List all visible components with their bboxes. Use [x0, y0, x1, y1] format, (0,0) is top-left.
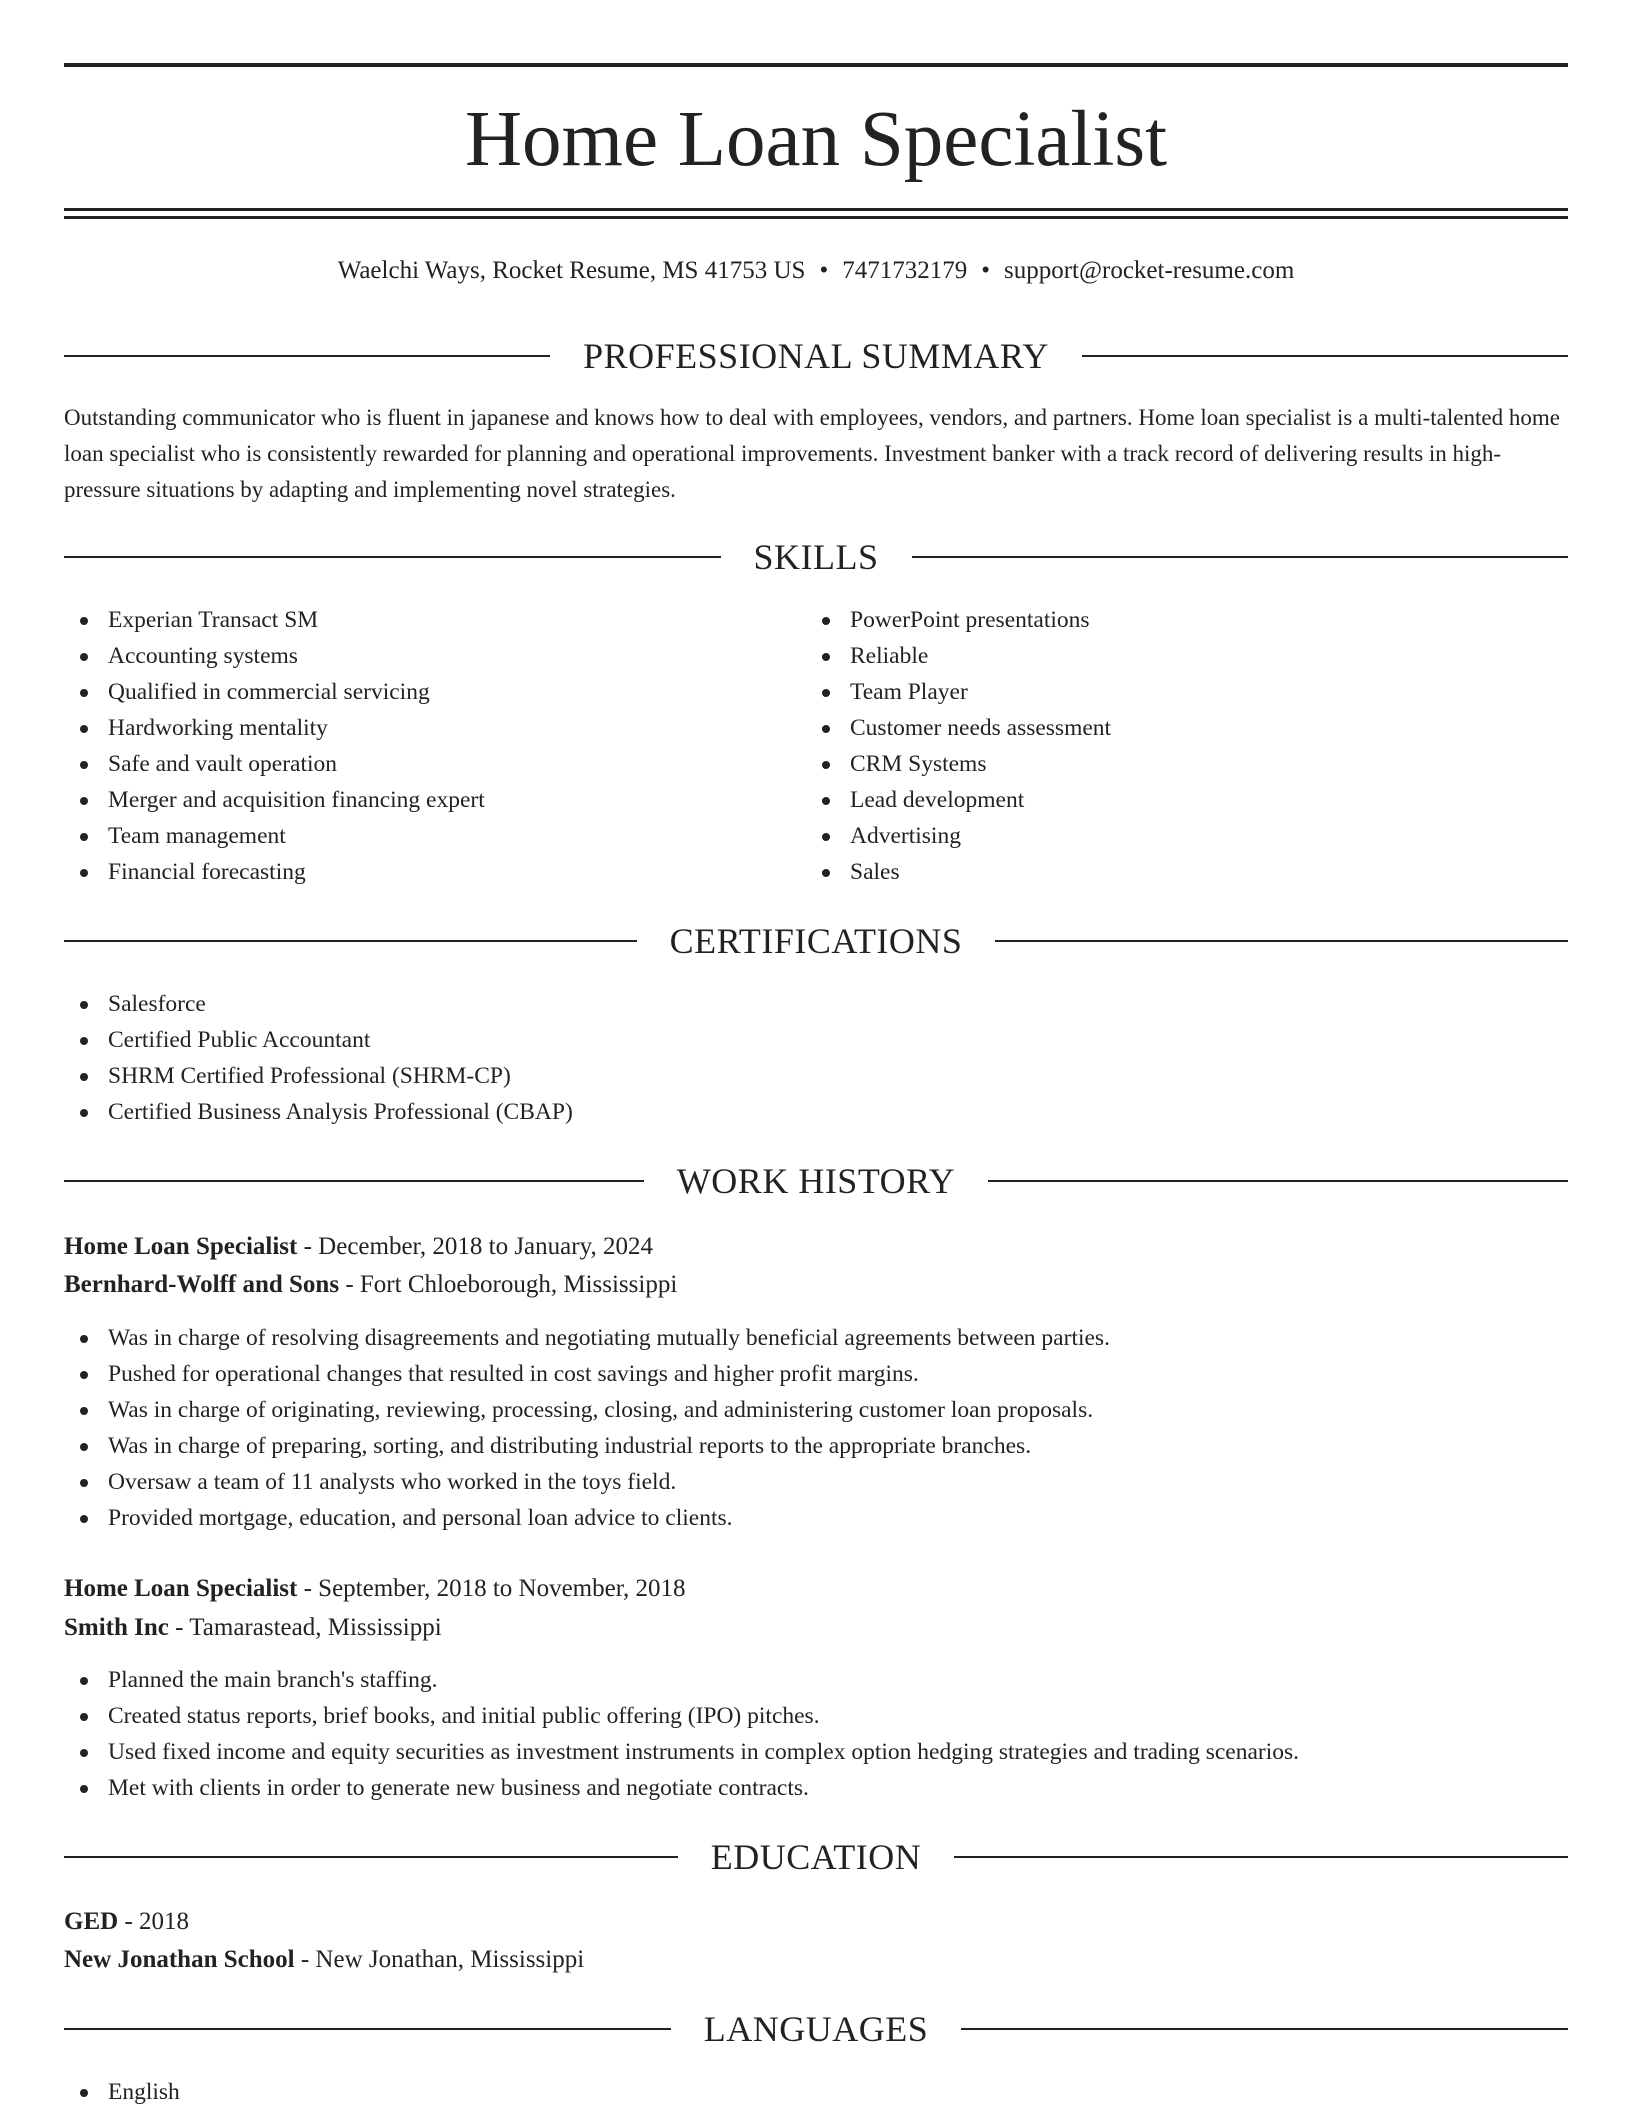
skill-item: Safe and vault operation	[64, 746, 764, 782]
languages-section-heading	[64, 2007, 1568, 2051]
divider	[912, 556, 1569, 558]
contact-address: Waelchi Ways, Rocket Resume, MS 41753 US	[337, 257, 806, 284]
work-section-heading	[64, 1159, 1568, 1203]
skill-item: Reliable	[806, 638, 1506, 674]
job-title-line	[64, 1228, 1568, 1266]
job-company: Bernhard-Wolff and Sons	[64, 1271, 340, 1298]
job-dates: - September, 2018 to November, 2018	[297, 1575, 686, 1602]
resume-name: Home Loan Specialist	[464, 96, 1168, 183]
skill-item: CRM Systems	[806, 746, 1506, 782]
skills-left-column	[64, 602, 764, 890]
divider	[995, 940, 1568, 942]
contact-phone: 7471732179	[842, 257, 968, 284]
header-double-rule-lower	[64, 216, 1568, 219]
job-title: Home Loan Specialist	[64, 1575, 298, 1602]
education-heading: EDUCATION	[710, 1837, 922, 1877]
job-company: Smith Inc	[64, 1614, 169, 1641]
education-degree-line	[64, 1903, 1568, 1941]
job-bullet: Oversaw a team of 11 analysts who worked in the toys field.	[64, 1464, 1568, 1500]
job-bullet: Was in charge of originating, reviewing, processing, closing, and administering customer loan proposals.	[64, 1392, 1568, 1428]
job-title: Home Loan Specialist	[64, 1233, 298, 1260]
skill-item: Customer needs assessment	[806, 710, 1506, 746]
job-bullet: Was in charge of resolving disagreements and negotiating mutually beneficial agreements between parties.	[64, 1320, 1568, 1356]
job-bullets	[64, 1320, 1568, 1536]
certifications-heading: CERTIFICATIONS	[669, 921, 963, 961]
job-dates: - December, 2018 to January, 2024	[297, 1233, 653, 1260]
languages-heading: LANGUAGES	[703, 2009, 929, 2049]
contact-separator: •	[819, 257, 829, 284]
job-bullet: Planned the main branch's staffing.	[64, 1662, 1568, 1698]
skill-item: Accounting systems	[64, 638, 764, 674]
education-section-heading	[64, 1835, 1568, 1879]
job-bullet: Was in charge of preparing, sorting, and distributing industrial reports to the appropriate branches.	[64, 1428, 1568, 1464]
job-bullet: Used fixed income and equity securities as investment instruments in complex option hedging strategies and trading scenarios.	[64, 1734, 1568, 1770]
languages-list	[64, 2074, 764, 2110]
divider	[64, 556, 721, 558]
header-double-rule-upper	[64, 208, 1568, 211]
language-item: English	[64, 2074, 764, 2110]
contact-separator: •	[981, 257, 990, 284]
skill-item: Qualified in commercial servicing	[64, 674, 764, 710]
certifications-section-heading	[64, 919, 1568, 963]
skills-heading: SKILLS	[753, 537, 879, 577]
certification-item: Certified Public Accountant	[64, 1022, 1064, 1058]
education-school: New Jonathan School	[64, 1946, 295, 1973]
skill-item: Hardworking mentality	[64, 710, 764, 746]
job-company-line	[64, 1609, 1568, 1647]
job-bullet: Created status reports, brief books, and initial public offering (IPO) pitches.	[64, 1698, 1568, 1734]
divider	[988, 1180, 1568, 1182]
education-location: - New Jonathan, Mississippi	[294, 1946, 585, 1973]
skills-section-heading	[64, 535, 1568, 579]
certification-item: Salesforce	[64, 986, 1064, 1022]
contact-line	[64, 255, 1568, 287]
skill-item: Sales	[806, 854, 1506, 890]
job-bullets	[64, 1662, 1568, 1806]
summary-section-heading	[64, 334, 1568, 378]
skill-item: Advertising	[806, 818, 1506, 854]
certification-item: SHRM Certified Professional (SHRM-CP)	[64, 1058, 1064, 1094]
summary-text: Outstanding communicator who is fluent in japanese and knows how to deal with employees, vendors, and partners. Home loan specialist is a multi-talented home loan specialist who is consistently rewarded for planning and operational improvements. Investment banker with a track record of delivering results in high-pressure situations by adapting and implementing novel strategies.	[64, 405, 1560, 502]
education-degree: GED	[64, 1908, 119, 1935]
work-heading: WORK HISTORY	[676, 1161, 956, 1201]
divider	[64, 1180, 644, 1182]
divider	[961, 2028, 1568, 2030]
skill-item: PowerPoint presentations	[806, 602, 1506, 638]
skill-item: Lead development	[806, 782, 1506, 818]
summary-heading: PROFESSIONAL SUMMARY	[583, 336, 1049, 376]
divider	[64, 2028, 671, 2030]
skill-item: Merger and acquisition financing expert	[64, 782, 764, 818]
divider	[64, 1856, 678, 1858]
skills-right-column	[806, 602, 1506, 890]
divider	[64, 355, 550, 357]
skill-item: Team management	[64, 818, 764, 854]
skill-item: Experian Transact SM	[64, 602, 764, 638]
skill-item: Team Player	[806, 674, 1506, 710]
education-school-line	[64, 1941, 1568, 1979]
contact-email[interactable]: support@rocket-resume.com	[1003, 257, 1295, 284]
job-bullet: Met with clients in order to generate new business and negotiate contracts.	[64, 1770, 1568, 1806]
divider	[64, 940, 637, 942]
skill-item: Financial forecasting	[64, 854, 764, 890]
job-company-line	[64, 1266, 1568, 1304]
job-location: - Fort Chloeborough, Mississippi	[339, 1271, 678, 1298]
divider	[1082, 355, 1568, 357]
job-title-line	[64, 1570, 1568, 1608]
education-year: - 2018	[118, 1908, 190, 1935]
job-bullet: Pushed for operational changes that resulted in cost savings and higher profit margins.	[64, 1356, 1568, 1392]
divider	[954, 1856, 1568, 1858]
job-bullet: Provided mortgage, education, and personal loan advice to clients.	[64, 1500, 1568, 1536]
certification-item: Certified Business Analysis Professional (CBAP)	[64, 1094, 1064, 1130]
job-location: - Tamarastead, Mississippi	[168, 1614, 442, 1641]
header-top-rule	[64, 63, 1568, 67]
certifications-list	[64, 986, 1064, 1130]
